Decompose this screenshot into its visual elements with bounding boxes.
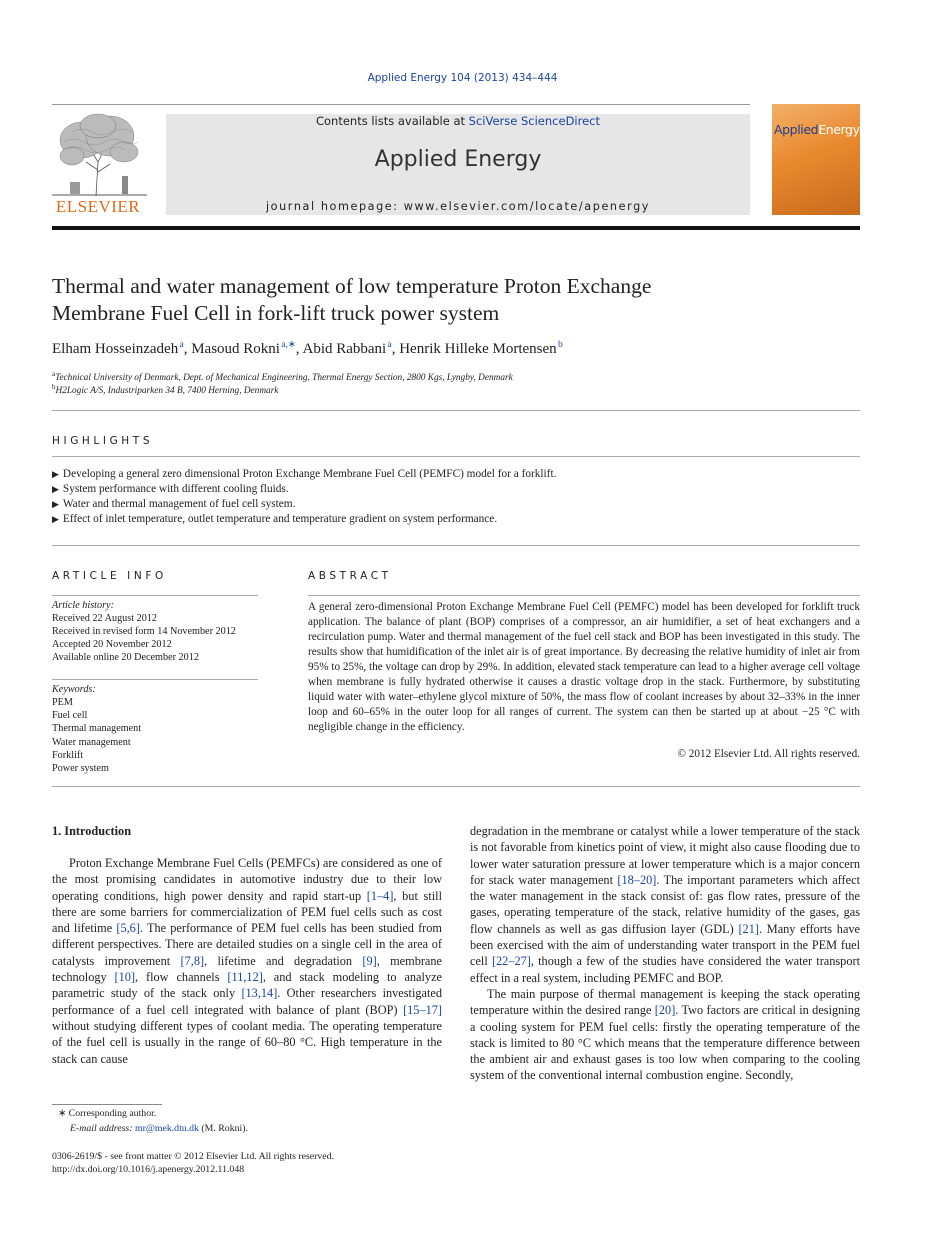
divider (52, 786, 860, 787)
body-column-left (52, 855, 442, 1067)
history-item: Received in revised form 14 November 2012 (52, 626, 236, 637)
highlights-heading: HIGHLIGHTS (52, 435, 154, 447)
keyword: Water management (52, 737, 131, 748)
reference-link[interactable]: [22–27] (491, 954, 531, 969)
issn-line: 0306-2619/$ - see front matter © 2012 Elsevier Ltd. All rights reserved. (52, 1151, 334, 1162)
reference-link[interactable]: [11,12] (227, 970, 263, 985)
reference-link[interactable]: [7,8] (180, 953, 205, 968)
history-item: Received 22 August 2012 (52, 613, 157, 624)
abstract-text: A general zero-dimensional Proton Exchange Membrane Fuel Cell (PEMFC) model has been developed for forklift truck application. The balance of plant (BOP) comprises of a compressor, an air humidifier, a set of heat exchangers and a recirculation pump. Water and thermal management of the fuel cell stack and BOP has been investigated in this study. The results show that humidification of the inlet air is of great importance. By decreasing the relative humidity of inlet air from 95% to 25%, the voltage can drop by 29%. In addition, elevated stack temperature can lead to a higher average cell voltage when membrane is fully hydrated otherwise it causes a drastic voltage drop in the stack. Furthermore, by substituting liquid water with water–ethylene glycol mixture of 50%, the mass flow of coolant increases by about 32–33% in the inner loop and 60–65% in the outer loop for all ranges of current. The system can then be started up at about −25 °C with negligible change in the efficiency. (308, 601, 860, 733)
article-title (52, 273, 852, 327)
reference-link[interactable]: [21] (738, 921, 759, 936)
highlight-text: Effect of inlet temperature, outlet temperature and temperature gradient on system performance. (62, 513, 498, 525)
title-line-2: Membrane Fuel Cell in fork-lift truck power system (52, 301, 500, 325)
highlight-item (52, 468, 556, 480)
keyword: Forklift (52, 750, 84, 761)
reference-link[interactable]: [15–17] (403, 1002, 442, 1017)
author-affil-sup[interactable]: b (557, 340, 563, 350)
contents-prefix: Contents lists available at (315, 114, 469, 128)
keyword: Fuel cell (52, 710, 88, 721)
affiliation-sup: b (52, 383, 56, 391)
abstract-heading: ABSTRACT (308, 570, 392, 582)
reference-link[interactable]: [10] (114, 970, 136, 985)
highlight-text: Developing a general zero dimensional Proton Exchange Membrane Fuel Cell (PEMFC) model for a forklift. (62, 468, 557, 480)
highlight-text: Water and thermal management of fuel cell system. (62, 498, 296, 510)
bullet-arrow-icon: ▶ (52, 484, 59, 494)
article-info-heading: ARTICLE INFO (52, 570, 167, 582)
reference-link[interactable]: [1–4] (366, 888, 394, 903)
reference-link[interactable]: [20] (654, 1003, 676, 1018)
section-heading-introduction: 1. Introduction (52, 824, 132, 838)
divider (52, 595, 258, 596)
divider (308, 595, 860, 596)
title-line-1: Thermal and water management of low temperature Proton Exchange (52, 274, 652, 298)
journal-citation[interactable]: Applied Energy 104 (2013) 434–444 (367, 72, 558, 84)
cover-title (774, 122, 860, 137)
cover-title-b: Energy (818, 122, 860, 137)
reference-link[interactable]: [18–20] (617, 872, 657, 887)
author-list: Elham Hosseinzadeh $^a$, Masoud Rokni $^{a,∗}$, Abid Rabbani $^a$, Henrik Hilleke Mortensen $^b$ (52, 340, 563, 357)
highlight-item (52, 498, 295, 510)
affiliation-text: Technical University of Denmark, Dept. of Mechanical Engineering, Thermal Energy Section, 2800 Kgs, Lyngby, Denmark (55, 373, 513, 384)
journal-cover-image (772, 104, 860, 215)
bullet-arrow-icon: ▶ (52, 469, 59, 479)
email-label: E-mail address: (70, 1123, 135, 1134)
journal-name: Applied Energy (374, 147, 542, 172)
history-label: Article history: (52, 600, 114, 611)
author-name: Abid Rabbani (302, 341, 387, 357)
elsevier-wordmark: ELSEVIER (55, 197, 141, 216)
keyword: Power system (52, 763, 109, 774)
divider (52, 410, 860, 411)
divider (52, 456, 860, 457)
divider (52, 679, 258, 680)
email-suffix: (M. Rokni). (198, 1123, 248, 1134)
history-item: Available online 20 December 2012 (52, 652, 199, 663)
highlight-text: System performance with different cooling fluids. (62, 483, 289, 495)
author-affil-sup[interactable]: a,∗ (281, 340, 296, 350)
copyright-notice: © 2012 Elsevier Ltd. All rights reserved. (677, 748, 860, 760)
reference-link[interactable]: [13,14] (241, 986, 278, 1001)
reference-link[interactable]: [9] (362, 953, 377, 968)
body-column-right (470, 823, 860, 1084)
cover-title-a: Applied (774, 122, 819, 137)
doi-link[interactable]: http://dx.doi.org/10.1016/j.apenergy.2012.11.048 (52, 1164, 245, 1175)
history-item: Accepted 20 November 2012 (52, 639, 172, 650)
author-name: Henrik Hilleke Mortensen (399, 341, 557, 357)
affiliation (52, 370, 513, 383)
reference-link[interactable]: [5,6] (116, 921, 140, 936)
bullet-arrow-icon: ▶ (52, 499, 59, 509)
divider (52, 545, 860, 546)
header-thick-rule (52, 226, 860, 230)
affiliation-sup: a (52, 370, 56, 378)
body-paragraph: The main purpose of thermal management is keeping the stack operating temperature within the desired range [20]. Two factors are critical in designing a cooling system for PEM fuel cells: firstly the operating temperature of the stack is limited to 80 °C which means that the temperature difference between the ambient air and exhaust gases is too low when comparing to the cooling system of the conventional internal combustion engine. Secondly, (470, 986, 860, 1083)
bullet-arrow-icon: ▶ (52, 514, 59, 524)
body-paragraph: degradation in the membrane or catalyst while a lower temperature of the stack is not favorable from kinetics point of view, it might also cause flooding due to lower water saturation pressure at lower temperature which is a major concern for stack water management [18–20]. The important parameters which affect the water management in the stack consist of: gas flow rates, pressure of the gases, operating temperature of the stack, relative humidity of the gases, gas flow channels as well as gas diffusion layer (GDL) [21]. Many efforts have been exercised with the aim of understanding water transport in the PEM fuel cell [22–27], though a few of the studies have considered the water transport effect in a real system, including PEMFC and BOP. (470, 824, 861, 985)
affiliation-text: H2Logic A/S, Industriparken 34 B, 7400 Herning, Denmark (55, 386, 279, 397)
highlight-item (52, 513, 497, 525)
author-affil-sup[interactable]: a (387, 340, 392, 350)
email-footnote (70, 1123, 248, 1134)
body-paragraph: Proton Exchange Membrane Fuel Cells (PEMFCs) are considered as one of the most promising candidates in automotive industry due to their low operating conditions, high power density and rapid start-up [1–4], but still there are some barriers for commercialization of PEM fuel cells such as cost and lifetime [5,6]. The performance of PEM fuel cells has been studied from different perspectives. There are detailed studies on a single cell in the area of catalysts improvement [7,8], lifetime and degradation [9], membrane technology [10], flow channels [11,12], and stack modeling to analyze parametric study of the stack only [13,14]. Other researchers investigated performance of a fuel cell integrated with balance of plant (BOP) [15–17] without studying different types of coolant media. The operating temperature of the fuel cell is usually in the range of 60–80 °C. High temperature in the stack can cause (52, 856, 443, 1066)
author-name: Elham Hosseinzadeh (52, 341, 179, 357)
top-rule (52, 104, 750, 105)
highlight-item (52, 483, 289, 495)
author-name: Masoud Rokni (191, 341, 280, 357)
keyword: Thermal management (52, 723, 142, 734)
email-link[interactable]: mr@mek.dtu.dk (134, 1123, 199, 1134)
footnote-rule (52, 1104, 162, 1105)
keywords-label: Keywords: (52, 684, 96, 695)
contents-line (166, 114, 750, 128)
sciencedirect-link[interactable]: SciVerse ScienceDirect (468, 114, 601, 128)
keyword: PEM (52, 697, 73, 708)
affiliation (52, 383, 278, 396)
corresponding-author-note: ∗ Corresponding author. (58, 1108, 157, 1119)
author-affil-sup[interactable]: a (179, 340, 184, 350)
journal-homepage[interactable]: journal homepage: www.elsevier.com/locate/apenergy (265, 200, 651, 213)
